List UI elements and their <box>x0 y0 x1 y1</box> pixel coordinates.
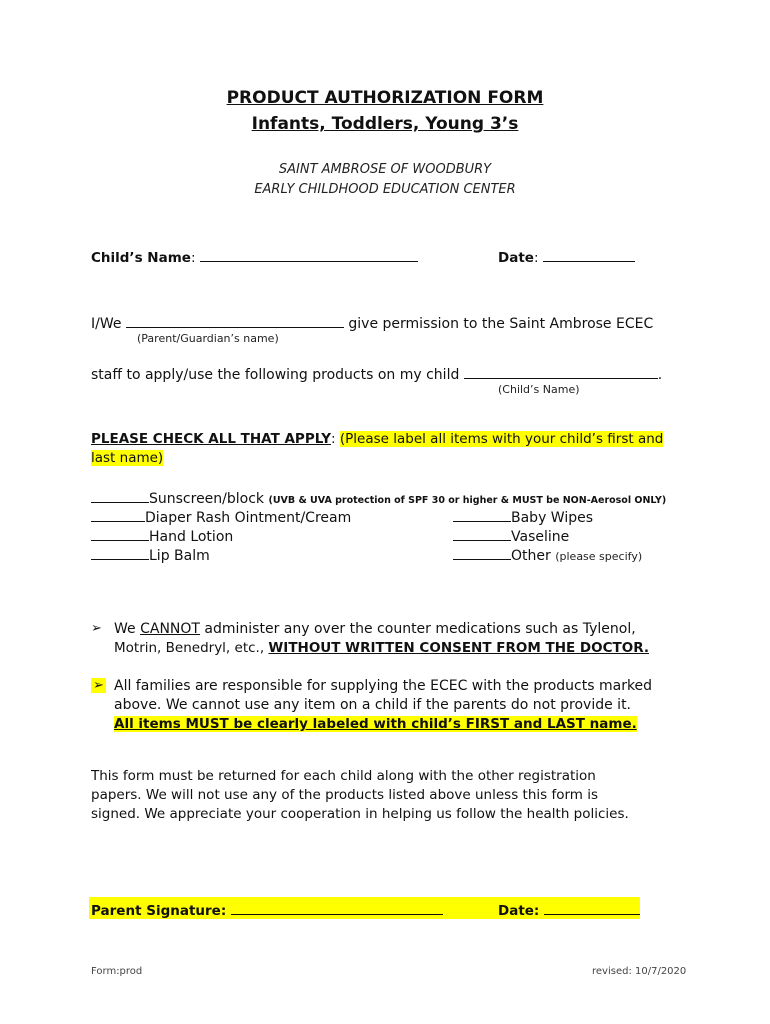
date-row <box>498 247 635 266</box>
product-sunscreen <box>91 488 666 507</box>
arrow-bullet-icon: ➢ <box>91 621 102 636</box>
signature-row <box>91 900 443 919</box>
lip-balm-label: Lip Balm <box>149 548 210 564</box>
label-note-1: (Please label all items with your child’s first and <box>339 431 664 447</box>
date-label: Date <box>498 250 534 266</box>
closing-line3: signed. We appreciate your cooperation in helping us follow the health policies. <box>91 806 629 822</box>
child-name-caption: (Child’s Name) <box>498 383 580 396</box>
child-name-field-2[interactable] <box>464 364 658 379</box>
form-title: PRODUCT AUTHORIZATION FORM <box>226 88 544 108</box>
diaper-checkbox[interactable] <box>91 507 145 522</box>
vaseline-checkbox[interactable] <box>453 526 511 541</box>
staff-line <box>91 364 662 383</box>
label-note-2: last name) <box>91 450 164 466</box>
form-subtitle: Infants, Toddlers, Young 3’s <box>251 114 519 134</box>
sunscreen-checkbox[interactable] <box>91 488 149 503</box>
other-checkbox[interactable] <box>453 545 511 560</box>
diaper-label: Diaper Rash Ointment/Cream <box>145 510 352 526</box>
child-name-label: Child’s Name <box>91 250 191 266</box>
signature-label: Parent Signature: <box>91 903 227 919</box>
period: . <box>657 367 663 383</box>
bullet2-line2: above. We cannot use any item on a child if the parents do not provide it. <box>114 697 632 713</box>
bullet1-pre: We <box>114 621 141 637</box>
bullet1-line2 <box>114 640 649 656</box>
bullet2-line1: All families are responsible for supplying the ECEC with the products marked <box>114 678 653 694</box>
iwe-label: I/We <box>91 316 122 332</box>
parent-name-field[interactable] <box>126 313 344 328</box>
signature-date-label: Date: <box>498 903 540 919</box>
bullet1-line1 <box>114 621 636 637</box>
footer-form-id: Form:prod <box>91 966 143 977</box>
product-lip-balm <box>91 545 210 564</box>
parent-name-caption: (Parent/Guardian’s name) <box>137 332 279 345</box>
footer-revised: revised: 10/7/2020 <box>592 966 687 977</box>
product-hand-lotion <box>91 526 233 545</box>
staff-text: staff to apply/use the following products on my child <box>91 367 460 383</box>
label-note-line-2 <box>91 450 163 466</box>
date-field[interactable] <box>543 247 635 262</box>
check-colon: : <box>331 431 336 447</box>
give-permission-text: give permission to the Saint Ambrose ECEC <box>348 316 654 332</box>
baby-wipes-checkbox[interactable] <box>453 507 511 522</box>
bullet1-bold: WITHOUT WRITTEN CONSENT FROM THE DOCTOR. <box>268 640 649 656</box>
closing-line2: papers. We will not use any of the products listed above unless this form is <box>91 787 599 803</box>
other-note: (please specify) <box>555 550 643 563</box>
closing-line1: This form must be returned for each child along with the other registration <box>91 768 596 784</box>
child-name-field[interactable] <box>200 247 418 262</box>
product-other <box>453 545 642 564</box>
org-center: EARLY CHILDHOOD EDUCATION CENTER <box>254 182 516 197</box>
check-heading: PLEASE CHECK ALL THAT APPLY <box>91 431 331 447</box>
signature-field[interactable] <box>231 900 443 915</box>
other-label: Other <box>511 548 551 564</box>
bullet2-line3-wrap <box>114 716 637 732</box>
bullet1-cannot: CANNOT <box>140 621 200 637</box>
signature-date-row <box>498 900 640 919</box>
hand-lotion-label: Hand Lotion <box>149 529 234 545</box>
bullet1-rest: administer any over the counter medications such as Tylenol, <box>199 621 636 637</box>
hand-lotion-checkbox[interactable] <box>91 526 149 541</box>
baby-wipes-label: Baby Wipes <box>511 510 594 526</box>
product-baby-wipes <box>453 507 593 526</box>
product-diaper <box>91 507 351 526</box>
lip-balm-checkbox[interactable] <box>91 545 149 560</box>
child-name-colon: : <box>190 250 196 266</box>
product-vaseline <box>453 526 569 545</box>
child-name-row <box>91 247 418 266</box>
sunscreen-note: (UVB & UVA protection of SPF 30 or higher & MUST be NON-Aerosol ONLY) <box>268 495 667 506</box>
date-colon: : <box>533 250 539 266</box>
vaseline-label: Vaseline <box>511 529 570 545</box>
check-heading-line <box>91 431 663 447</box>
arrow-bullet-icon-2: ➢ <box>93 678 104 693</box>
permission-line <box>91 313 653 332</box>
bullet1-line2-text: Motrin, Benedryl, etc., <box>114 640 269 656</box>
signature-date-field[interactable] <box>544 900 640 915</box>
bullet2-line3: All items MUST be clearly labeled with child’s FIRST and LAST name. <box>114 716 637 732</box>
sunscreen-label: Sunscreen/block <box>149 491 265 507</box>
org-name: SAINT AMBROSE OF WOODBURY <box>278 162 492 177</box>
